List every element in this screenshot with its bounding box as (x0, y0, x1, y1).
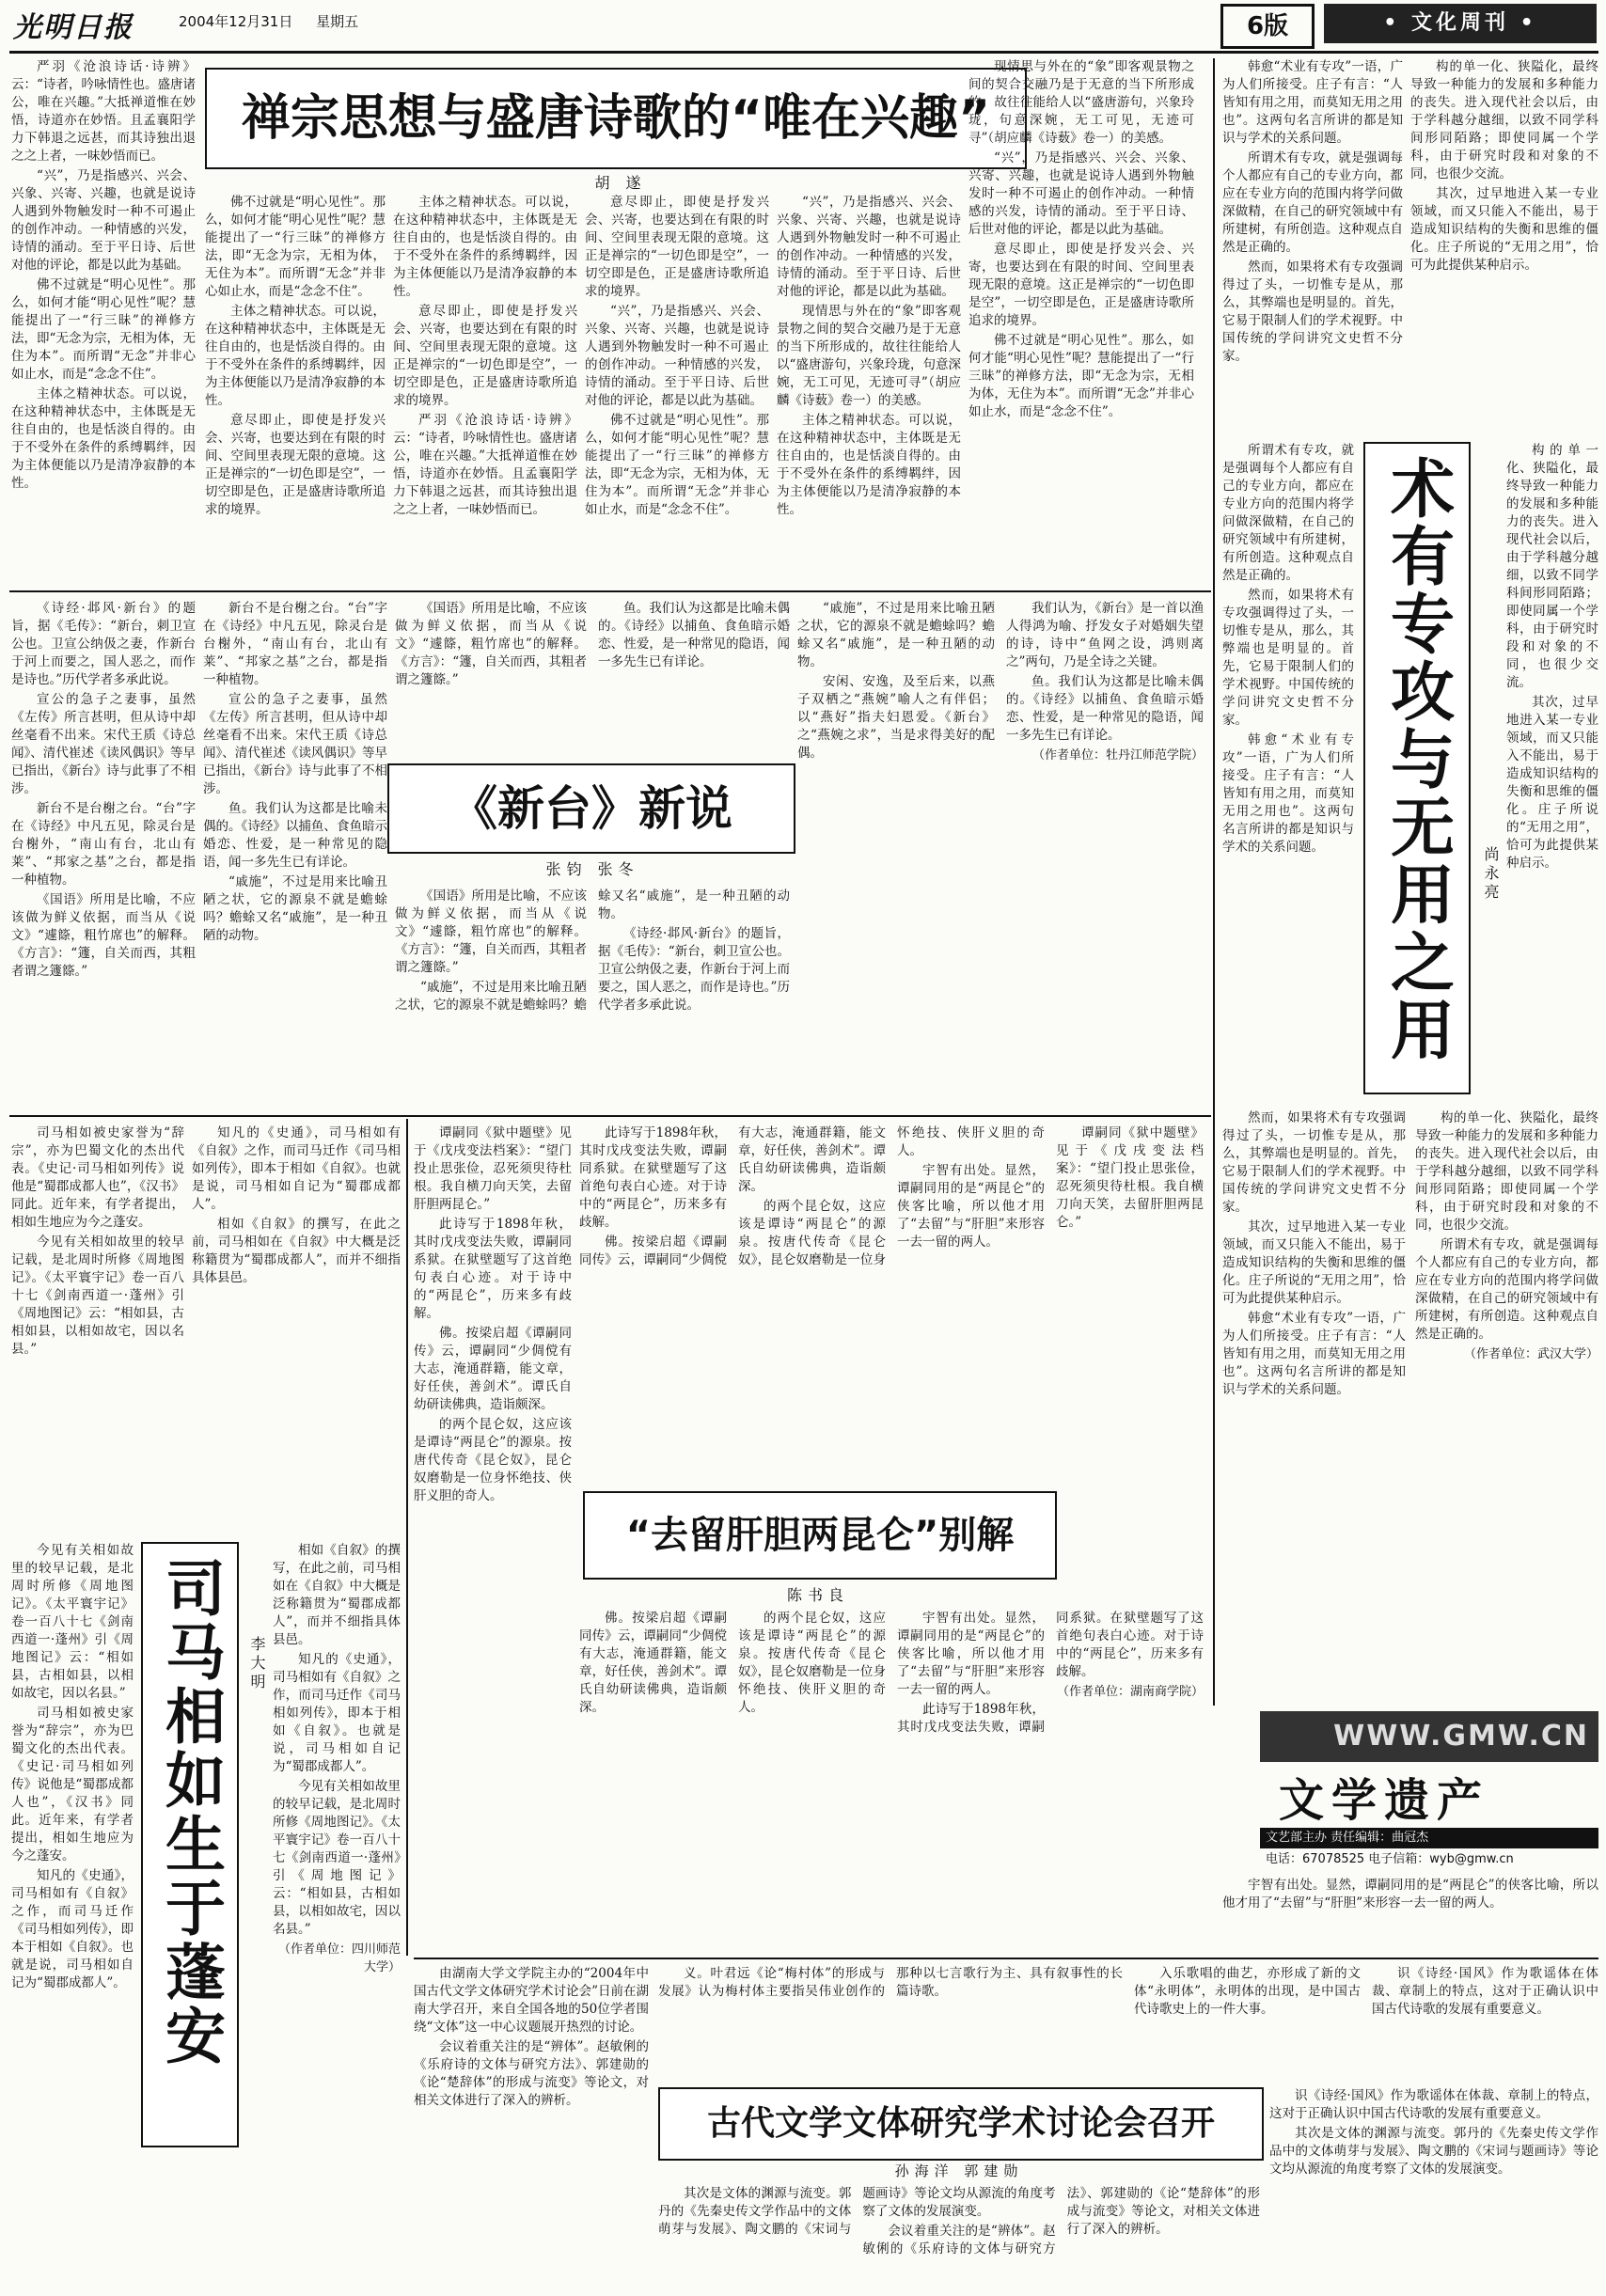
article-1-column-6 (968, 58, 1194, 585)
article-6-paragraph: 义。叶君远《论“梅村体”的形成与发展》认为梅村体主要指吴伟业创作的那种以七言歌行为主、具有叙事性的长篇诗歌。 (658, 1966, 1123, 1999)
article-3-column-2 (203, 600, 387, 1108)
article-4-paragraph: 相如《自叙》的撰写，在此之前，司马相如在《自叙》中大概是泛称籍贯为“蜀郡成都人”，而并不细指具体县邑。 (192, 1217, 401, 1285)
article-3-title: 《新台》新说 (450, 781, 732, 836)
article-3-column-5 (797, 600, 1204, 1108)
article-2-paragraph: 所谓术有专攻，就是强调每个人都应有自己的专业方向，都应在专业方向的范围内将学问做深做精，在自己的研究领域中有所建树，有所创造。这种观点自然是正确的。 (1415, 1237, 1598, 1342)
article-2-paragraph: 然而，如果将术有专攻强调得过了头，一切惟专是从，那么，其弊端也是明显的。首先，它易于限制人们的学术视野。中国传统的学问讲究文史哲不分家。 (1222, 1110, 1406, 1215)
article-4-paragraph: 今见有关相如故里的较早记载，是北周时所修《周地图记》。《太平寰宇记》卷一百八十七《剑南西道一·蓬州》引《周地图记》云：“相如县，古相如县，以相如故宅，因以名县。” (11, 1234, 184, 1357)
article-1-paragraph: “兴”，乃是指感兴、兴会、兴象、兴寄、兴趣，也就是说诗人遇到外物触发时一种不可遏止的创作冲动。一种情感的兴发，诗情的涌动。至于平日诗、后世对他的评论，都是以此为基础。 (11, 168, 196, 273)
section-divider (9, 590, 1211, 592)
article-2-paragraph: 韩愈“术业有专攻”一语，广为人们所接受。庄子有言：“人皆知有用之用，而莫知无用之用也”。这两句名言所讲的都是知识与学术的关系问题。 (1222, 732, 1354, 855)
article-3-paragraph: 我们认为，《新台》是一首以渔人得鸿为喻、抒发女子对婚姻失望的诗，诗中“鱼网之设，鸿则离之”两句，乃是全诗之关键。 (1006, 601, 1204, 669)
article-2-paragraph: 所谓术有专攻，就是强调每个人都应有自己的专业方向，都应在专业方向的范围内将学问做深做精，在自己的研究领域中有所建树，有所创造。这种观点自然是正确的。 (1222, 443, 1354, 583)
article-3-paragraph: 新台不是台榭之台。“台”字在《诗经》中凡五见，除灵台是台榭外，“南山有台，北山有莱”、“邦家之基”之台，都是指一种植物。 (203, 601, 387, 687)
article-2-column-1 (1222, 58, 1403, 434)
column-divider (1213, 58, 1215, 1706)
article-3-paragraph: 《诗经·邶风·新台》的题旨，据《毛传》：“新台，刺卫宣公也。卫宣公纳伋之妻，作新台于河上而要之，国人恶之，而作是诗也。”历代学者多承此说。 (11, 601, 196, 687)
article-2-paragraph: 其次，过早地进入某一专业领域，而又只能入不能出，易于造成知识结构的失衡和思维的僵化。庄子所说的“无用之用”，恰可为此提供某种启示。 (1222, 1219, 1406, 1306)
article-5-affiliation: （作者单位：湖南商学院） (1056, 1685, 1204, 1699)
section-title: • 文化周刊 • (1324, 4, 1597, 43)
article-2-column-4 (1506, 442, 1598, 1100)
article-6-paragraph: 会议着重关注的是“辨体”。赵敏俐的《乐府诗的文体与研究方法》、郭建勋的《论“楚辞体”的形成与流变》等论文，对相关文体进行了深入的辨析。 (414, 2039, 649, 2108)
article-2-title-box (1363, 442, 1471, 1094)
article-4-paragraph: 今见有关相如故里的较早记载，是北周时所修《周地图记》。《太平寰宇记》卷一百八十七《剑南西道一·蓬州》引《周地图记》云：“相如县，古相如县，以相如故宅，因以名县。” (11, 1543, 134, 1701)
article-3-paragraph: 《国语》所用是比喻，不应该做为鲜义依据，而当从《说文》“遽篨，粗竹席也”的解释。《方言》：“籧，自关而西，其粗者谓之籧篨。” (395, 889, 587, 975)
article-3-paragraph: 安闲、安逸，及至后来，以燕子双栖之“燕婉”喻人之有伴侣；以“燕好”指夫妇恩爱。《新台》之“燕婉之求”，当是求得美好的配偶。 (797, 674, 995, 761)
article-1-column-5 (777, 194, 961, 585)
article-1-column-3 (393, 194, 577, 585)
article-3-author: 张钧 张冬 (545, 860, 639, 878)
article-3-paragraph: 鱼。我们认为这都是比喻未偶的。《诗经》以捕鱼、食鱼暗示婚恋、性爱，是一种常见的隐语，闻一多先生已有详论。 (203, 801, 387, 870)
article-5-title: “去留肝胆两昆仑”别解 (625, 1514, 1015, 1557)
article-4-paragraph: 知凡的《史通》，司马相如有《自叙》之作，而司马迁作《司马相如列传》，即本于相如《自叙》。也就是说，司马相如自记为“蜀郡成都人”。 (11, 1868, 134, 1990)
article-1-column-2 (205, 194, 386, 585)
article-1-paragraph: 严羽《沧浪诗话·诗辨》云：“诗者，吟咏情性也。盛唐诸公，唯在兴趣。”大抵禅道惟在妙悟，诗道亦在妙悟。且孟襄阳学力下韩退之远甚，而其诗独出退之之上者，一味妙悟而已。 (11, 59, 196, 164)
article-5-paragraph: 谭嗣同《狱中题壁》见于《戊戌变法档案》：“望门投止思张俭，忍死须臾待杜根。我自横刀向天笑，去留肝胆两昆仑。” (1056, 1125, 1204, 1230)
article-2-title: 术有专攻与无用之用 (1379, 455, 1455, 1064)
article-6-paragraph: 由湖南大学文学院主办的“2004年中国古代文学文体研究学术讨论会”日前在湖南大学召开，来自全国各地的50位学者围绕“文体”这一中心议题展开热烈的讨论。 (414, 1966, 649, 2035)
article-6-column-3 (1269, 2087, 1598, 2288)
section-divider (414, 1958, 1598, 1959)
article-1-paragraph: 意尽即止，即使是抒发兴会、兴寄，也要达到在有限的时间、空间里表现无限的意境。这正是禅宗的“一切色即是空”，一切空即是色，正是盛唐诗歌所追求的境界。 (393, 304, 577, 408)
article-3-paragraph: 鱼。我们认为这都是比喻未偶的。《诗经》以捕鱼、食鱼暗示婚恋、性爱，是一种常见的隐语，闻一多先生已有详论。 (598, 601, 790, 669)
article-1-paragraph: 佛不过就是“明心见性”。那么，如何才能“明心见性”呢？慧能提出了一“行三昧”的禅修方法，即“无念为宗，无相为体，无住为本”。而所谓“无念”并非心如止水，而是“念念不住”。 (968, 333, 1194, 419)
article-6-paragraph: 会议着重关注的是“辨体”。赵敏俐的《乐府诗的文体与研究方法》、郭建勋的《论“楚辞体”的形成与流变》等论文，对相关文体进行了深入的辨析。 (862, 2186, 1260, 2257)
article-5-paragraph: 的两个昆仑奴，这应该是谭诗“两昆仑”的源泉。按唐代传奇《昆仑奴》，昆仑奴磨勒是一位身怀绝技、侠肝义胆的奇人。 (738, 1611, 886, 1715)
masthead (0, 0, 1606, 58)
article-2-paragraph: 其次，过早地进入某一专业领域，而又只能入不能出，易于造成知识结构的失衡和思维的僵化。庄子所说的“无用之用”，恰可为此提供某种启示。 (1506, 695, 1598, 871)
article-6-paragraph: 识《诗经·国风》作为歌谣体在体裁、章制上的特点，这对于正确认识中国古代诗歌的发展有重要意义。 (1372, 1966, 1598, 2017)
article-5-paragraph: 佛。按梁启超《谭嗣同传》云，谭嗣同“少倜傥有大志，淹通群籍，能文章，好任侠，善剑术”。谭氏自幼研读佛典，造诣颇深。 (579, 1611, 727, 1715)
article-4-column-4 (273, 1542, 401, 2285)
article-2-column-3 (1222, 442, 1354, 1100)
article-1-author: 胡 遂 (594, 174, 647, 192)
article-4-affiliation: （作者单位：四川师范大学） (277, 1942, 401, 1974)
article-3-paragraph: 宣公的急子之妻事，虽然《左传》所言甚明，但从诗中却丝毫看不出来。宋代王质《诗总闻》、清代崔述《读风偶识》等早已指出，《新台》诗与此事了不相涉。 (203, 692, 387, 796)
article-2-paragraph: 韩愈“术业有专攻”一语，广为人们所接受。庄子有言：“人皆知有用之用，而莫知无用之用也”。这两句名言所讲的都是知识与学术的关系问题。 (1222, 59, 1403, 146)
article-2-paragraph: 韩愈“术业有专攻”一语，广为人们所接受。庄子有言：“人皆知有用之用，而莫知无用之用也”。这两句名言所讲的都是知识与学术的关系问题。 (1222, 1311, 1406, 1397)
article-5-column-1 (414, 1124, 572, 1952)
article-3-paragraph: 鱼。我们认为这都是比喻未偶的。《诗经》以捕鱼、食鱼暗示婚恋、性爱，是一种常见的隐语，闻一多先生已有详论。 (1006, 674, 1204, 743)
article-1-column-4 (585, 194, 769, 585)
article-6-paragraph: 入乐歌唱的曲艺，亦形成了新的文体“永明体”，永明体的出现，是中国古代诗歌史上的一件大事。 (1134, 1966, 1361, 2017)
column-divider (406, 1119, 408, 1956)
issue-date: 2004年12月31日 (179, 13, 293, 30)
section-colophon (1260, 1711, 1598, 1871)
article-4-paragraph: 司马相如被史家誉为“辞宗”，亦为巴蜀文化的杰出代表。《史记·司马相如列传》说他是“蜀郡成都人也”，《汉书》同此。近年来，有学者提出，相如生地应为今之蓬安。 (11, 1125, 184, 1230)
article-1-paragraph: 意尽即止，即使是抒发兴会、兴寄，也要达到在有限的时间、空间里表现无限的意境。这正是禅宗的“一切色即是空”，一切空即是色，正是盛唐诗歌所追求的境界。 (205, 413, 386, 517)
article-2-paragraph: 所谓术有专攻，就是强调每个人都应有自己的专业方向，都应在专业方向的范围内将学问做深做精，在自己的研究领域中有所建树，有所创造。这种观点自然是正确的。 (1222, 150, 1403, 255)
article-3-paragraph: 宣公的急子之妻事，虽然《左传》所言甚明，但从诗中却丝毫看不出来。宋代王质《诗总闻》、清代崔述《读风偶识》等早已指出，《新台》诗与此事了不相涉。 (11, 692, 196, 796)
article-1-paragraph: “兴”，乃是指感兴、兴会、兴象、兴寄、兴趣，也就是说诗人遇到外物触发时一种不可遏止的创作冲动。一种情感的兴发，诗情的涌动。至于平日诗、后世对他的评论，都是以此为基础。 (585, 304, 769, 408)
article-1-paragraph: 意尽即止，即使是抒发兴会、兴寄，也要达到在有限的时间、空间里表现无限的意境。这正是禅宗的“一切色即是空”，一切空即是色，正是盛唐诗歌所追求的境界。 (968, 242, 1194, 328)
article-4-paragraph: 相如《自叙》的撰写，在此之前，司马相如在《自叙》中大概是泛称籍贯为“蜀郡成都人”，而并不细指具体县邑。 (273, 1543, 401, 1647)
website-url: WWW.GMW.CN (1260, 1711, 1598, 1762)
article-4-title: 司马相如生于蓬安 (155, 1557, 225, 2068)
article-1-paragraph: 佛不过就是“明心见性”。那么，如何才能“明心见性”呢？慧能提出了一“行三昧”的禅修方法，即“无念为宗，无相为体，无住为本”。而所谓“无念”并非心如止水，而是“念念不住”。 (205, 195, 386, 299)
article-6-paragraph: 其次是文体的渊源与流变。郭丹的《先秦史传文学作品中的文体萌芽与发展》、陶文鹏的《宋词与题画诗》等论文均从源流的角度考察了文体的发展演变。 (1269, 2126, 1598, 2177)
article-6-title: 古代文学文体研究学术讨论会召开 (706, 2104, 1215, 2143)
article-5-paragraph: 此诗写于1898年秋，其时戊戌变法失败，谭嗣同系狱。在狱壁题写了这首绝句表白心迹。对于诗中的“两昆仑”，历来多有歧解。 (897, 1611, 1204, 1735)
article-5-paragraph: 宇智有出处。显然，谭嗣同用的是“两昆仑”的侠客比喻，所以他才用了“去留”与“肝胆”来形容一去一留的两人。 (1222, 1878, 1598, 1911)
article-1-paragraph: 主体之精神状态。可以说，在这种精神状态中，主体既是无往自由的，也是恬淡自得的。由于不受外在条件的系缚羁绊，因为主体便能以乃是清净寂静的本性。 (11, 386, 196, 491)
article-3-affiliation: （作者单位：牡丹江师范学院） (1031, 748, 1204, 763)
article-1-column-1 (11, 58, 196, 585)
article-5-column-2 (579, 1124, 1204, 1482)
article-1-paragraph: 佛不过就是“明心见性”。那么，如何才能“明心见性”呢？慧能提出了一“行三昧”的禅修方法，即“无念为宗，无相为体，无住为本”。而所谓“无念”并非心如止水，而是“念念不住”。 (11, 277, 196, 382)
article-2-author: 尚永亮 (1482, 846, 1500, 903)
article-1-paragraph: 主体之精神状态。可以说，在这种精神状态中，主体既是无往自由的，也是恬淡自得的。由于不受外在条件的系缚羁绊，因为主体便能以乃是清净寂静的本性。 (393, 195, 577, 299)
article-2-paragraph: 然而，如果将术有专攻强调得过了头，一切惟专是从，那么，其弊端也是明显的。首先，它易于限制人们的学术视野。中国传统的学问讲究文史哲不分家。 (1222, 259, 1403, 364)
article-6-column-2 (658, 1965, 1598, 2082)
article-4-paragraph: 司马相如被史家誉为“辞宗”，亦为巴蜀文化的杰出代表。《史记·司马相如列传》说他是“蜀郡成都人也”，《汉书》同此。近年来，有学者提出，相如生地应为今之蓬安。 (11, 1706, 134, 1864)
article-5-paragraph: 此诗写于1898年秋，其时戊戌变法失败，谭嗣同系狱。在狱壁题写了这首绝句表白心迹。对于诗中的“两昆仑”，历来多有歧解。 (579, 1125, 727, 1230)
article-2-paragraph: 构的单一化、狭隘化，最终导致一种能力的发展和多种能力的丧失。进入现代社会以后，由于学科越分越细，以致不同学科间形同陌路；即使同属一个学科，由于研究时段和对象的不同，也很少交流。 (1410, 59, 1598, 181)
contact-info: 电话：67078525 电子信箱：wyb@gmw.cn (1266, 1852, 1514, 1866)
article-1-paragraph: 现情思与外在的“象”即客观景物之间的契合交融乃是于无意的当下所形成的，故往往能给人以“盛唐游句，兴象玲珑，句意深婉，无工可见，无迹可寻”（胡应麟《诗薮》卷一）的美感。 (777, 304, 961, 408)
issue-weekday: 星期五 (316, 13, 359, 30)
article-1-paragraph: 严羽《沧浪诗话·诗辨》云：“诗者，吟咏情性也。盛唐诸公，唯在兴趣。”大抵禅道惟在妙悟，诗道亦在妙悟。且孟襄阳学力下韩退之远甚，而其诗独出退之之上者，一味妙悟而已。 (393, 413, 577, 517)
article-6-author: 孙海洋 郭建勋 (894, 2162, 1024, 2179)
article-4-paragraph: 今见有关相如故里的较早记载，是北周时所修《周地图记》。《太平寰宇记》卷一百八十七《剑南西道一·蓬州》引《周地图记》云：“相如县，古相如县，以相如故宅，因以名县。” (273, 1779, 401, 1937)
article-4-title-box (141, 1542, 239, 2147)
article-3-column-3 (395, 600, 790, 758)
article-5-paragraph: 宇智有出处。显然，谭嗣同用的是“两昆仑”的侠客比喻，所以他才用了“去留”与“肝胆”来形容一去一留的两人。 (897, 1611, 1045, 1697)
article-5-paragraph: 的两个昆仑奴，这应该是谭诗“两昆仑”的源泉。按唐代传奇《昆仑奴》，昆仑奴磨勒是一位身怀绝技、侠肝义胆的奇人。 (414, 1417, 572, 1503)
article-2-paragraph: 构的单一化、狭隘化，最终导致一种能力的发展和多种能力的丧失。进入现代社会以后，由于学科越分越细，以致不同学科间形同陌路；即使同属一个学科，由于研究时段和对象的不同，也很少交流。 (1506, 443, 1598, 690)
article-1-paragraph: 现情思与外在的“象”即客观景物之间的契合交融乃是于无意的当下所形成的，故往往能给人以“盛唐游句，兴象玲珑，句意深婉，无工可见，无迹可寻”（胡应麟《诗薮》卷一）的美感。 (968, 59, 1194, 146)
article-3-column-4 (395, 888, 790, 1108)
article-5-author: 陈书良 (786, 1586, 849, 1604)
article-5-paragraph: 谭嗣同《狱中题壁》见于《戊戌变法档案》：“望门投止思张俭，忍死须臾待杜根。我自横刀向天笑，去留肝胆两昆仑。” (414, 1125, 572, 1212)
article-2-affiliation: （作者单位：武汉大学） (1463, 1347, 1598, 1361)
article-3-paragraph: “戚施”，不过是用来比喻丑陋之状，它的源泉不就是蟾蜍吗？蟾蜍又名“戚施”，是一种丑陋的动物。 (203, 874, 387, 943)
article-6-paragraph: 其次是文体的渊源与流变。郭丹的《先秦史传文学作品中的文体萌芽与发展》、陶文鹏的《宋词与题画诗》等论文均从源流的角度考察了文体的发展演变。 (658, 2186, 1056, 2237)
article-5-paragraph: 宇智有出处。显然，谭嗣同用的是“两昆仑”的侠客比喻，所以他才用了“去留”与“肝胆”来形容一去一留的两人。 (897, 1163, 1045, 1250)
article-3-paragraph: 《诗经·邶风·新台》的题旨，据《毛传》：“新台，刺卫宣公也。卫宣公纳伋之妻，作新台于河上而要之，国人恶之，而作是诗也。”历代学者多承此说。 (598, 926, 790, 1013)
article-5-paragraph: 此诗写于1898年秋，其时戊戌变法失败，谭嗣同系狱。在狱壁题写了这首绝句表白心迹。对于诗中的“两昆仑”，历来多有歧解。 (414, 1217, 572, 1321)
article-4-column-3 (192, 1124, 401, 1538)
section-divider (9, 1115, 1211, 1117)
article-3-paragraph: 新台不是台榭之台。“台”字在《诗经》中凡五见，除灵台是台榭外，“南山有台，北山有莱”、“邦家之基”之台，都是指一种植物。 (11, 801, 196, 888)
issue-date-bar (179, 11, 377, 31)
article-5-column-3 (579, 1610, 1204, 1952)
article-2-paragraph: 其次，过早地进入某一专业领域，而又只能入不能出，易于造成知识结构的失衡和思维的僵化。庄子所说的“无用之用”，恰可为此提供某种启示。 (1410, 186, 1598, 273)
article-4-column-2 (11, 1542, 134, 2285)
article-5-paragraph: 佛。按梁启超《谭嗣同传》云，谭嗣同“少倜傥有大志，淹通群籍，能文章，好任侠，善剑术”。谭氏自幼研读佛典，造诣颇深。 (579, 1125, 886, 1267)
article-1-title: 禅宗思想与盛唐诗歌的“唯在兴趣” (241, 90, 991, 147)
article-1-paragraph: 意尽即止，即使是抒发兴会、兴寄，也要达到在有限的时间、空间里表现无限的意境。这正是禅宗的“一切色即是空”，一切空即是色，正是盛唐诗歌所追求的境界。 (585, 195, 769, 299)
article-6-column-1 (414, 1965, 649, 2288)
article-1-title-box (205, 68, 1027, 169)
page-number: 6版 (1220, 4, 1315, 49)
article-2-column-2 (1410, 58, 1598, 434)
article-4-column-1 (11, 1124, 184, 1538)
article-4-paragraph: 知凡的《史通》，司马相如有《自叙》之作，而司马迁作《司马相如列传》，即本于相如《自叙》。也就是说，司马相如自记为“蜀郡成都人”。 (192, 1125, 401, 1212)
article-6-column-4 (658, 2185, 1260, 2288)
newspaper-logo: 光明日报 (13, 11, 134, 44)
article-2-paragraph: 然而，如果将术有专攻强调得过了头，一切惟专是从，那么，其弊端也是明显的。首先，它易于限制人们的学术视野。中国传统的学问讲究文史哲不分家。 (1222, 588, 1354, 728)
article-4-paragraph: 知凡的《史通》，司马相如有《自叙》之作，而司马迁作《司马相如列传》，即本于相如《自叙》。也就是说，司马相如自记为“蜀郡成都人”。 (273, 1652, 401, 1774)
article-1-paragraph: “兴”，乃是指感兴、兴会、兴象、兴寄、兴趣，也就是说诗人遇到外物触发时一种不可遏止的创作冲动。一种情感的兴发，诗情的涌动。至于平日诗、后世对他的评论，都是以此为基础。 (777, 195, 961, 299)
article-1-paragraph: 佛不过就是“明心见性”。那么，如何才能“明心见性”呢？慧能提出了一“行三昧”的禅修方法，即“无念为宗，无相为体，无住为本”。而所谓“无念”并非心如止水，而是“念念不住”。 (585, 413, 769, 517)
article-6-title-box (658, 2087, 1264, 2161)
article-5-column-4 (1222, 1877, 1598, 1948)
editor-info: 文艺部主办 责任编辑：曲冠杰 (1260, 1828, 1598, 1848)
article-1-paragraph: 主体之精神状态。可以说，在这种精神状态中，主体既是无往自由的，也是恬淡自得的。由于不受外在条件的系缚羁绊，因为主体便能以乃是清净寂静的本性。 (777, 413, 961, 517)
article-1-paragraph: 主体之精神状态。可以说，在这种精神状态中，主体既是无往自由的，也是恬淡自得的。由于不受外在条件的系缚羁绊，因为主体便能以乃是清净寂静的本性。 (205, 304, 386, 408)
masthead-rule (9, 51, 1598, 54)
article-1-paragraph: “兴”，乃是指感兴、兴会、兴象、兴寄、兴趣，也就是说诗人遇到外物触发时一种不可遏止的创作冲动。一种情感的兴发，诗情的涌动。至于平日诗、后世对他的评论，都是以此为基础。 (968, 150, 1194, 237)
article-2-paragraph: 构的单一化、狭隘化，最终导致一种能力的发展和多种能力的丧失。进入现代社会以后，由于学科越分越细，以致不同学科间形同陌路；即使同属一个学科，由于研究时段和对象的不同，也很少交流。 (1415, 1110, 1598, 1233)
article-3-paragraph: 《国语》所用是比喻，不应该做为鲜义依据，而当从《说文》“遽篨，粗竹席也”的解释。《方言》：“籧，自关而西，其粗者谓之籧篨。” (11, 892, 196, 979)
article-4-author: 李大明 (248, 1636, 266, 1692)
article-3-title-box (387, 763, 795, 854)
article-5-paragraph: 佛。按梁启超《谭嗣同传》云，谭嗣同“少倜傥有大志，淹通群籍，能文章，好任侠，善剑术”。谭氏自幼研读佛典，造诣颇深。 (414, 1326, 572, 1412)
article-2-column-5 (1222, 1109, 1598, 1683)
article-6-paragraph: 识《诗经·国风》作为歌谣体在体裁、章制上的特点，这对于正确认识中国古代诗歌的发展有重要意义。 (1269, 2088, 1598, 2121)
article-3-paragraph: “戚施”，不过是用来比喻丑陋之状，它的源泉不就是蟾蜍吗？蟾蜍又名“戚施”，是一种丑陋的动物。 (395, 889, 790, 1013)
article-5-title-box (583, 1491, 1057, 1580)
article-3-column-1 (11, 600, 196, 1108)
article-3-paragraph: 《国语》所用是比喻，不应该做为鲜义依据，而当从《说文》“遽篨，粗竹席也”的解释。《方言》：“籧，自关而西，其粗者谓之籧篨。” (395, 601, 587, 687)
article-3-paragraph: “戚施”，不过是用来比喻丑陋之状，它的源泉不就是蟾蜍吗？蟾蜍又名“戚施”，是一种丑陋的动物。 (797, 601, 995, 669)
section-name: 文学遗产 (1279, 1774, 1490, 1827)
article-5-paragraph: 的两个昆仑奴，这应该是谭诗“两昆仑”的源泉。按唐代传奇《昆仑奴》，昆仑奴磨勒是一位身怀绝技、侠肝义胆的奇人。 (738, 1125, 1045, 1267)
